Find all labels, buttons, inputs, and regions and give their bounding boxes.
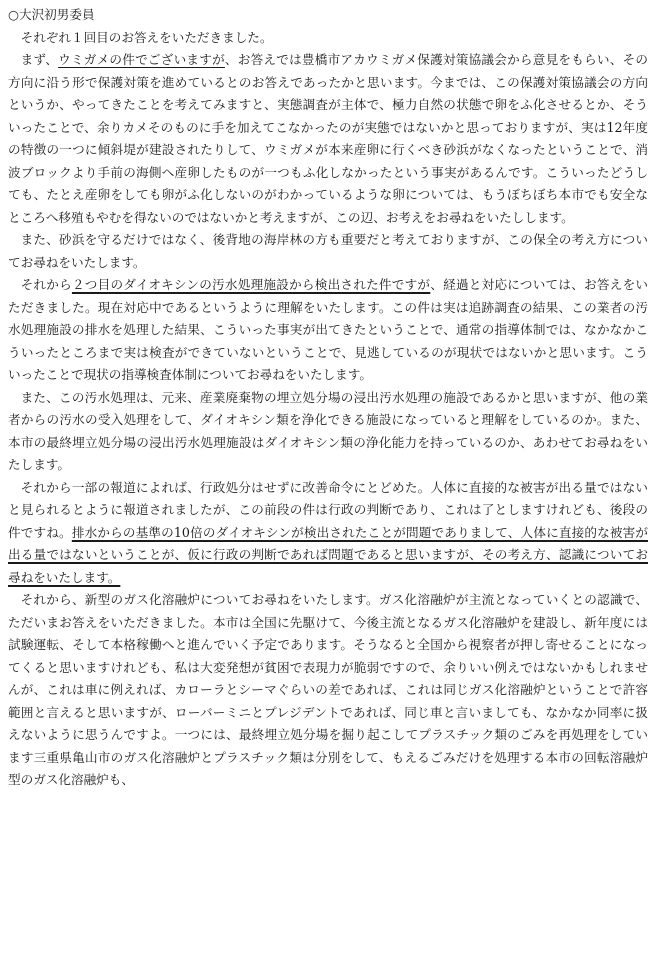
- paragraph: [8, 229, 648, 274]
- paragraph-text: それから一部の報道によれば、行政処分はせずに改善命令にとどめた。人体に直接的な被害が出る量ではないと見られるとように報道されましたが、この前段の件は行政の判断であり、これは了としますけれども、後段の件ですね。: [8, 479, 648, 540]
- paragraph: [8, 49, 648, 229]
- paragraph-text: それぞれ１回目のお答えをいただきました。: [20, 29, 273, 45]
- paragraph: [8, 274, 648, 387]
- paragraph: [8, 589, 648, 792]
- underlined-text: 排水からの基準の10倍のダイオキシンが検出されたことが問題でありまして、人体に直接的な被害が出る量ではないということが、仮に行政の判断であれば問題であると思いますが、その考え方、認識についてお尋ねをいたします。: [8, 524, 649, 585]
- paragraph: [8, 27, 648, 50]
- underlined-text: ２つ目のダイオキシンの汚水処理施設から検出された件ですが: [71, 277, 431, 292]
- paragraph: [8, 387, 648, 477]
- paragraph-text: また、砂浜を守るだけではなく、後背地の海岸林の方も重要だと考えておりますが、この保全の考え方についてお尋ねをいたします。: [8, 232, 648, 270]
- paragraph-text: それから: [20, 277, 72, 292]
- underlined-text: ウミガメの件でございますが: [58, 52, 225, 67]
- document-page: [8, 4, 648, 792]
- transcript-body: [8, 27, 648, 792]
- paragraph-text: また、この汚水処理は、元来、産業廃棄物の埋立処分場の浸出汚水処理の施設であるかと思いますが、他の業者からの汚水の受入処理をして、ダイオキシン類を浄化できる施設になっていると理解をしているのか。また、本市の最終埋立処分場の浸出汚水処理施設はダイオキシン類の浄化能力を持っているのか、あわせてお尋ねをいたします。: [8, 389, 648, 472]
- paragraph-text: 、経過と対応については、お答えをいただきました。現在対応中であるというように理解をいたします。この件は実は追跡調査の結果、この業者の汚水処理施設の排水を処理した結果、こういった事実が出てきたということで、通常の指導体制では、なかなかこういったところまで実は検査ができていないということで、見逃しているのが現状ではないかと思います。こういったことで現状の指導検査体制についてお尋ねをいたします。: [8, 277, 648, 382]
- paragraph-text: まず、: [20, 52, 59, 67]
- paragraph: [8, 477, 648, 590]
- speaker-name: ○大沢初男委員: [8, 7, 95, 22]
- paragraph-text: 、お答えでは豊橋市アカウミガメ保護対策協議会から意見をもらい、その方向に沿う形で保護対策を進めているとのお答えであったかと思います。今までは、この保護対策協議会の方向というか、やってきたことを考えてみますと、実態調査が主体で、極力自然の状態で卵をふ化させるとか、そういったことで、余りカメそのものに手を加えてこなかったのが実態ではないかと思っておりますが、実は12年度の特徴の一つに傾斜堤が建設されたりして、ウミガメが本来産卵に行くべき砂浜がなくなったということで、消波ブロックより手前の海側へ産卵したものが一つもふ化しなかったという事実があるんです。こういったどうしても、たとえ産卵をしても卵がふ化しないのがわかっているような卵については、もうぼちぼち本市でも安全なところへ移殖もやむを得ないのではないかと考えますが、この辺、お考えをお尋ねをいたしします。: [8, 52, 649, 225]
- paragraph-text: それから、新型のガス化溶融炉についてお尋ねをいたします。ガス化溶融炉が主流となっていくとの認識で、ただいまお答えをいただきました。本市は全国に先駆けて、今後主流となるガス化溶融炉を建設し、新年度には試験運転、そして本格稼働へと進んでいく予定であります。そうなると全国から視察者が押し寄せることになってくると思いますけれども、私は大変発想が貧困で表現力が脆弱ですので、余りいい例えではないかもしれませんが、これは車に例えれば、カローラとシーマぐらいの差であれば、これは同じガス化溶融炉ということで許容範囲と言えると思いますが、ローバーミニとプレジデントであれば、同じ車と言いましても、なかなか同率に扱えないように思うんですよ。一つには、最終埋立処分場を掘り起こしてプラスチック類のごみを再処理をしています三重県亀山市のガス化溶融炉とプラスチック類は分別をして、もえるごみだけを処理する本市の回転溶融炉型のガス化溶融炉も、: [8, 592, 648, 787]
